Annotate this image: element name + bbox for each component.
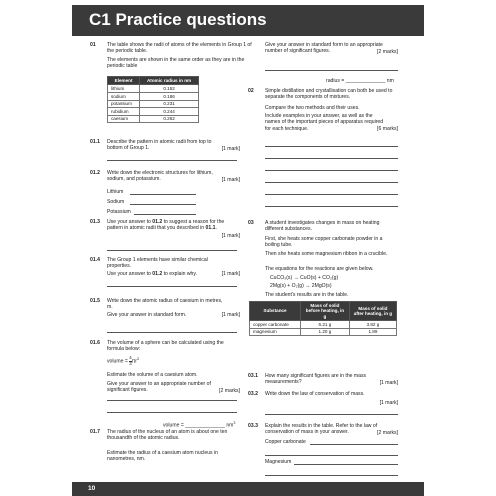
question-text: Describe the pattern in atomic radii from top to bottom of Group 1.: [107, 139, 212, 152]
page-number: 10: [88, 485, 96, 492]
table-cell: caesium: [108, 115, 140, 123]
table-header: Mass of solid after heating, in g: [349, 302, 396, 321]
question-text: The elements are shown in the same order as they are in the periodic table: [107, 57, 245, 70]
question-text: Give your answer in standard form to an appropriate number of significant figures.: [265, 42, 383, 55]
table-cell: potassium: [108, 100, 140, 108]
marks-label: [2 marks]: [219, 388, 240, 394]
volume-formula: [107, 356, 257, 366]
answer-line[interactable]: [265, 158, 398, 159]
table-cell: 0.244: [140, 108, 199, 116]
question-number: 01: [90, 42, 96, 48]
answer-line[interactable]: [107, 160, 237, 161]
question-ref: 01.2: [152, 219, 163, 225]
answer-unit: nm: [226, 422, 234, 429]
answer-line[interactable]: [134, 214, 196, 215]
equation-magnesium: 2Mg(s) + O₂(g) → 2MgO(s): [270, 283, 332, 289]
answer-line[interactable]: [265, 414, 398, 415]
table-row: [108, 115, 199, 123]
question-number: 01.2: [90, 170, 100, 176]
radius-answer-label: radius = ______________ nm: [326, 78, 394, 84]
question-text: Then she heats some magnesium ribbon in a crucible.: [265, 251, 388, 257]
question-text: How many significant figures are in the mass measurements?: [265, 373, 367, 386]
table-row: [250, 321, 397, 329]
answer-line[interactable]: [265, 70, 398, 71]
question-text: Write down the electronic structures for lithium, sodium, and potassium.: [107, 170, 213, 183]
marks-label: [1 mark]: [221, 177, 240, 183]
answer-label: radius =: [326, 78, 346, 84]
question-number: 02: [248, 88, 254, 94]
question-text: Give your answer in standard form.: [107, 312, 187, 318]
question-number: 03.1: [248, 373, 258, 379]
question-text: The equations for the reactions are given below.: [265, 266, 374, 272]
question-ref: 01.1: [205, 225, 216, 232]
table-row: [108, 108, 199, 116]
table-cell: 1.20 g: [301, 328, 350, 336]
marks-label: [2 marks]: [377, 430, 398, 436]
answer-line[interactable]: [107, 332, 237, 333]
question-text: Estimate the radius of a caesium atom nucleus in nanometres, nm.: [107, 450, 218, 463]
answer-line[interactable]: [130, 204, 196, 205]
marks-label: [1 mark]: [221, 233, 240, 239]
question-number: 01.3: [90, 219, 100, 225]
question-number: 03.3: [248, 423, 258, 429]
table-cell: 0.186: [140, 93, 199, 101]
page-header: [72, 5, 424, 36]
question-text-part: Use your answer to: [107, 219, 153, 225]
question-text: The table shows the radii of atoms of the elements in Group 1 of the periodic table.: [107, 42, 252, 55]
answer-line[interactable]: [294, 464, 398, 465]
answer-line[interactable]: [107, 400, 237, 401]
question-number: 01.4: [90, 257, 100, 263]
answer-label-copper-carbonate: Copper carbonate: [265, 439, 306, 445]
page-footer: [72, 482, 424, 496]
table-cell: sodium: [108, 93, 140, 101]
question-text: The Group 1 elements have similar chemical properties.: [107, 257, 208, 270]
table-cell: 3.82 g: [349, 321, 396, 329]
marks-label: [1 mark]: [221, 146, 240, 152]
question-number: 03.2: [248, 391, 258, 397]
question-ref: 01.2: [152, 271, 163, 277]
table-row: [250, 328, 397, 336]
question-text: Explain the results in the table. Refer to the law of conservation of mass in your answer.: [265, 423, 378, 436]
formula-text: volume =: [107, 358, 130, 365]
answer-line[interactable]: [107, 412, 237, 413]
table-cell: copper carbonate: [250, 321, 301, 329]
answer-line[interactable]: [265, 475, 398, 476]
atomic-radius-table: [107, 76, 199, 123]
table-row: [108, 93, 199, 101]
question-text-part: .: [215, 225, 217, 232]
volume-answer-label: volume = ______________ $nm^3$: [163, 421, 236, 429]
answer-line[interactable]: [265, 455, 398, 456]
answer-unit: nm: [386, 78, 394, 84]
answer-label-lithium: Lithium: [107, 189, 124, 195]
question-number: 01.7: [90, 429, 100, 435]
question-number: 03: [248, 220, 254, 226]
answer-line[interactable]: [265, 206, 398, 207]
answer-line[interactable]: [107, 286, 237, 287]
question-text: Write down the law of conservation of mass.: [265, 391, 365, 397]
question-text: A student investigates changes in mass on heating different substances.: [265, 220, 380, 233]
page-title: C1 Practice questions: [89, 10, 267, 29]
answer-label-magnesium: Magnesium: [265, 459, 292, 465]
question-text: Write down the atomic radius of caesium in metres, m.: [107, 298, 223, 311]
question-text-part: Use your answer to: [107, 271, 153, 277]
answer-line[interactable]: [107, 250, 237, 251]
answer-line[interactable]: [265, 182, 398, 183]
table-cell: 1.89: [349, 328, 396, 336]
question-number: 01.1: [90, 139, 100, 145]
table-header: Atomic radius in nm: [140, 77, 199, 85]
table-row: [108, 100, 199, 108]
table-cell: 0.152: [140, 85, 199, 93]
table-header: Element: [108, 77, 140, 85]
question-text: Compare the two methods and their uses.: [265, 105, 360, 111]
table-cell: rubidium: [108, 108, 140, 116]
table-cell: 0.231: [140, 100, 199, 108]
table-cell: 6.21 g: [301, 321, 350, 329]
marks-label: [1 mark]: [379, 400, 398, 406]
question-text: The radius of the nucleus of an atom is about one ten thousandth of the atomic radius.: [107, 429, 228, 442]
answer-label: volume =: [163, 422, 186, 429]
marks-label: [6 marks]: [377, 126, 398, 132]
question-text: Estimate the volume of a caesium atom.: [107, 372, 198, 378]
answer-line[interactable]: [265, 146, 398, 147]
answer-label-potassium: Potassium: [107, 209, 131, 215]
table-header: Mass of solid before heating, in g: [301, 302, 350, 321]
answer-line[interactable]: [310, 444, 398, 445]
formula-exponent: 3: [136, 357, 139, 361]
formula-numerator: 4: [129, 355, 132, 361]
table-cell: 0.262: [140, 115, 199, 123]
question-text: The student's results are in the table.: [265, 292, 349, 298]
question-text: First, she heats some copper carbonate powder in a boiling tube.: [265, 236, 383, 249]
table-cell: lithium: [108, 85, 140, 93]
right-column: [248, 42, 400, 482]
marks-label: [1 mark]: [221, 271, 240, 277]
answer-line[interactable]: [130, 194, 196, 195]
question-number: 01.5: [90, 298, 100, 304]
answer-line[interactable]: [265, 170, 398, 171]
formula-denominator: 3: [129, 360, 132, 366]
question-number: 01.6: [90, 340, 100, 346]
table-row: [108, 85, 199, 93]
question-text-part: to suggest a reason for the pattern in atomic radii that you described in: [107, 219, 225, 232]
question-text: Simple distillation and crystallisation can both be used to separate the components of mixtures.: [265, 88, 393, 101]
answer-line[interactable]: [265, 194, 398, 195]
question-text: Include examples in your answer, as well as the names of the important pieces of apparatus required for each technique.: [265, 113, 384, 132]
question-text: [107, 219, 232, 232]
table-cell: magnesium: [250, 328, 301, 336]
question-text: Give your answer to an appropriate number of significant figures.: [107, 381, 211, 394]
equation-copper-carbonate: CuCO₃(s) → CuO(s) + CO₂(g): [270, 275, 339, 281]
table-header: Substance: [250, 302, 301, 321]
question-text: The volume of a sphere can be calculated using the formula below:: [107, 340, 224, 353]
marks-label: [2 marks]: [377, 49, 398, 55]
question-text-part: to explain why.: [162, 271, 197, 277]
mass-results-table: [249, 301, 397, 336]
marks-label: [1 mark]: [221, 312, 240, 318]
marks-label: [1 mark]: [379, 380, 398, 386]
answer-unit-exponent: 3: [233, 421, 236, 425]
formula-text: πr: [131, 358, 137, 365]
answer-label-sodium: Sodium: [107, 199, 125, 205]
